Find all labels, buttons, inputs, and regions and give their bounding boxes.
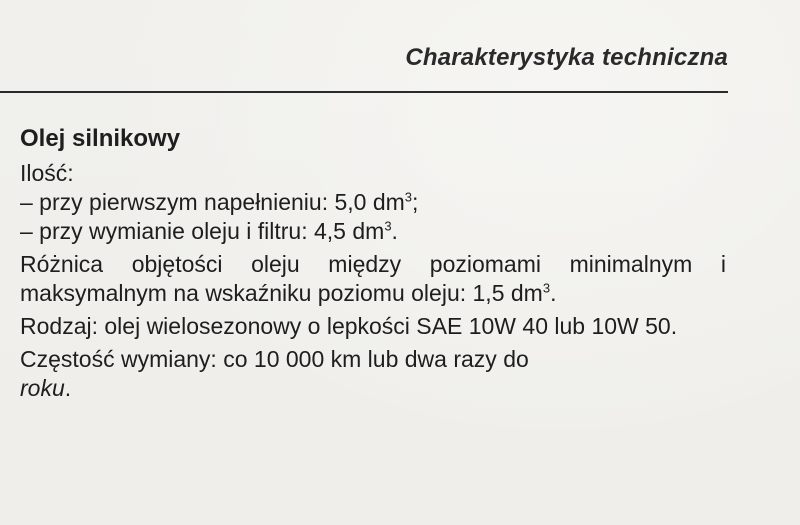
content-section [20, 124, 726, 403]
section-title: Olej silnikowy [20, 125, 181, 152]
first-fill-text: – przy pierwszym napełnieniu: 5,0 dm [20, 189, 405, 215]
frequency-text: Częstość wymiany: co 10 000 km lub dwa razy do [20, 346, 529, 372]
difference-suffix: . [550, 280, 557, 306]
frequency-italic: roku [20, 375, 65, 401]
page-header-title: Charakterystyka techniczna [405, 44, 728, 71]
difference-paragraph [20, 250, 726, 308]
first-fill-sup: 3 [404, 189, 413, 205]
frequency-suffix: . [64, 375, 72, 401]
difference-text: Różnica objętości oleju między poziomami minimalnym i maksymalnym na wskaźniku poziomu oleju: 1,5 dm [20, 251, 726, 306]
first-fill-line [20, 188, 726, 217]
first-fill-suffix: ; [412, 189, 419, 215]
oil-change-text: – przy wymianie oleju i filtru: 4,5 dm [20, 218, 385, 244]
oil-change-suffix: . [391, 218, 398, 244]
oil-type-paragraph: Rodzaj: olej wielosezonowy o lepkości SAE 10W 40 lub 10W 50. [20, 313, 678, 339]
header-divider [0, 91, 728, 93]
quantity-label: Ilość: [20, 160, 74, 186]
difference-sup: 3 [542, 280, 551, 296]
frequency-paragraph [20, 345, 726, 403]
oil-change-sup: 3 [384, 218, 392, 234]
oil-change-line [20, 217, 726, 246]
